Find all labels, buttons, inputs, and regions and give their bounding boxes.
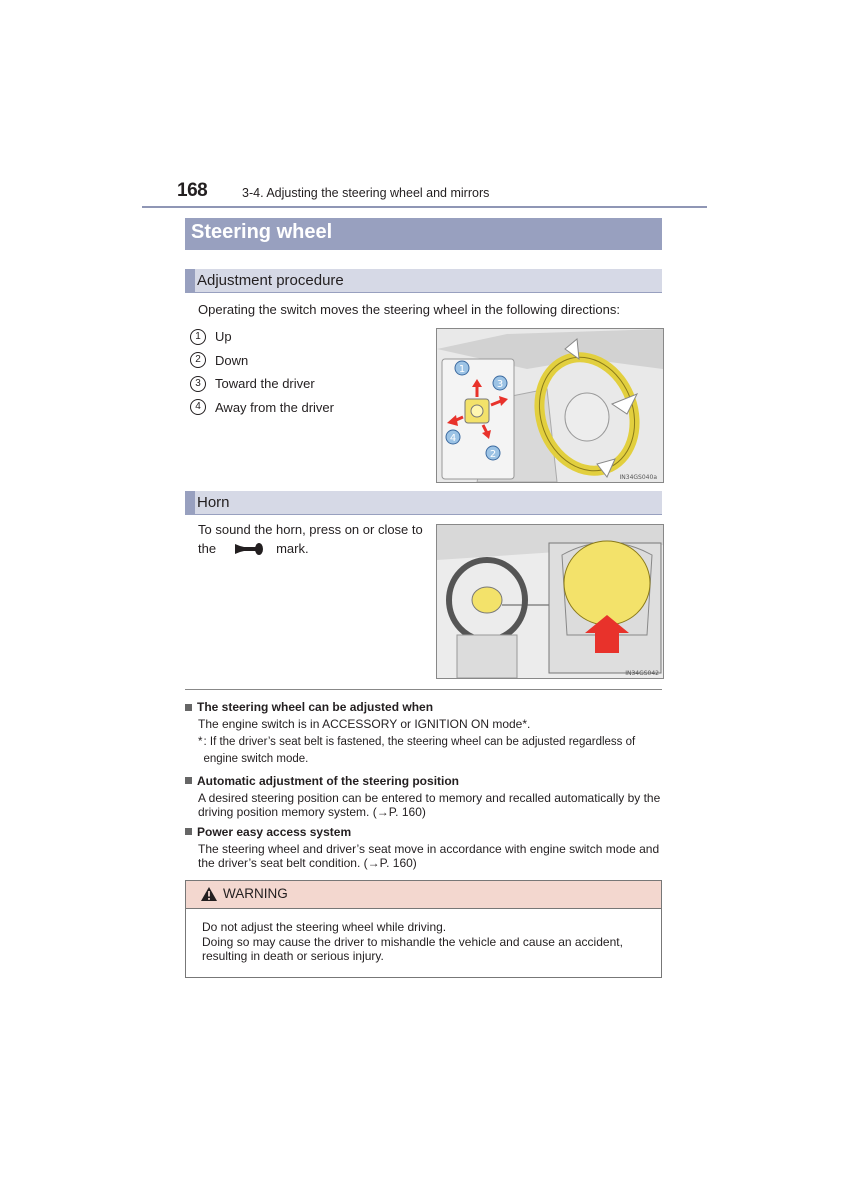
notes-divider	[185, 689, 662, 690]
figure-code: IN34GS040a	[619, 474, 657, 481]
list-item	[190, 396, 334, 420]
note-heading: Power easy access system	[185, 825, 662, 839]
notes-section	[185, 698, 662, 876]
direction-label: Down	[215, 352, 249, 368]
warning-body	[186, 909, 661, 964]
note-footnote	[185, 734, 662, 768]
direction-label: Away from the driver	[215, 399, 334, 415]
svg-text:4: 4	[449, 433, 457, 444]
horn-figure	[436, 524, 664, 679]
horn-illustration	[437, 525, 663, 678]
warning-title: WARNING	[223, 886, 288, 901]
list-item	[190, 372, 334, 396]
warning-line-2: Doing so may cause the driver to mishandle the vehicle and cause an accident, resulting in death or serious injury.	[202, 934, 623, 963]
horn-text-line1: To sound the horn, press on or close to	[198, 522, 423, 537]
bullet-square-icon	[185, 828, 192, 835]
warning-triangle-icon	[200, 886, 218, 907]
direction-label: Up	[215, 329, 232, 345]
page-number: 168	[177, 180, 208, 201]
figure-code: IN34GS042	[625, 670, 659, 677]
note-body: The engine switch is in ACCESSORY or IGNITION ON mode*.	[198, 717, 531, 731]
footnote-mark: *	[198, 735, 203, 748]
steering-adjustment-figure	[436, 328, 664, 483]
number-circle: 2	[190, 352, 206, 368]
horn-text	[198, 520, 428, 558]
warning-line-1: Do not adjust the steering wheel while driving.	[202, 920, 447, 934]
subheading-horn	[185, 491, 662, 515]
footnote-text: : If the driver’s seat belt is fastened, the steering wheel can be adjusted regardless of engine switch mode.	[203, 735, 636, 765]
svg-text:2: 2	[489, 449, 497, 460]
note-heading: Automatic adjustment of the steering position	[185, 774, 662, 788]
adjustment-intro: Operating the switch moves the steering wheel in the following directions:	[198, 302, 620, 317]
number-circle: 3	[190, 376, 206, 392]
note-body: The steering wheel and driver’s seat move in accordance with engine switch mode and the driver’s seat belt condition. (→P. 160)	[198, 841, 660, 870]
horn-icon	[234, 541, 264, 557]
warning-box	[185, 880, 662, 978]
section-title: Steering wheel	[191, 221, 333, 243]
bullet-square-icon	[185, 704, 192, 711]
header-divider	[142, 206, 707, 208]
chapter-title: 3-4. Adjusting the steering wheel and mirrors	[242, 186, 490, 200]
warning-header	[186, 881, 661, 909]
note-heading: The steering wheel can be adjusted when	[185, 700, 662, 714]
subheading-adjustment	[185, 269, 662, 293]
subheading-horn-label: Horn	[197, 494, 230, 511]
number-circle: 1	[190, 329, 206, 345]
horn-text-the: the	[198, 541, 217, 556]
list-item	[190, 325, 334, 349]
bullet-square-icon	[185, 777, 192, 784]
svg-text:3: 3	[496, 379, 504, 390]
direction-label: Toward the driver	[215, 376, 315, 392]
steering-adjustment-illustration	[437, 329, 663, 482]
direction-list	[190, 325, 334, 419]
subheading-adjustment-label: Adjustment procedure	[197, 272, 344, 289]
section-title-bar	[185, 218, 662, 250]
horn-text-mark: mark.	[276, 541, 309, 556]
svg-text:1: 1	[458, 364, 466, 375]
list-item	[190, 349, 334, 373]
note-body: A desired steering position can be entered to memory and recalled automatically by the driving position memory system. (→P. 160)	[198, 790, 661, 819]
number-circle: 4	[190, 399, 206, 415]
